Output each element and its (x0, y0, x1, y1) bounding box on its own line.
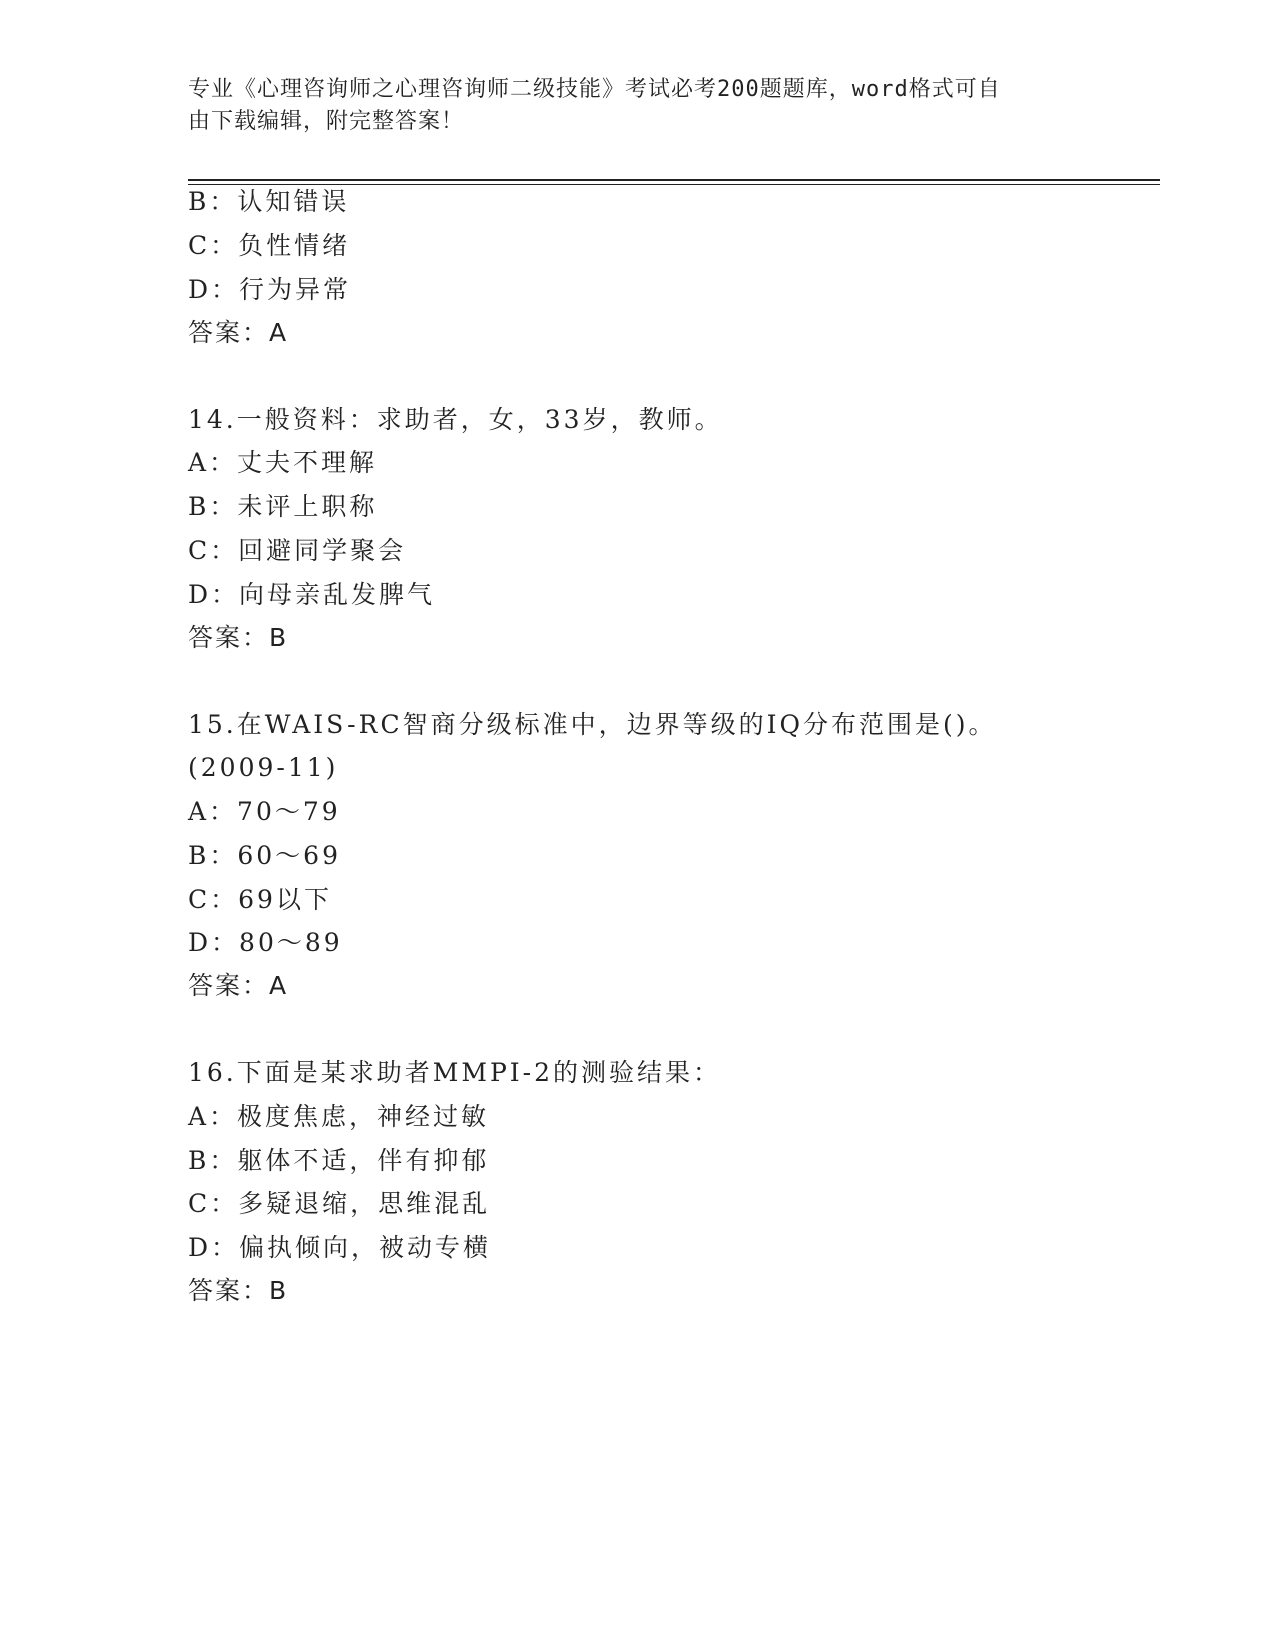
header-line-1: 专业《心理咨询师之心理咨询师二级技能》考试必考200题题库，word格式可自 (188, 77, 1001, 102)
q16-option-d: D：偏执倾向，被动专横 (188, 1233, 492, 1262)
q16-stem: 16.下面是某求助者MMPI-2的测验结果： (188, 1058, 722, 1087)
q15-option-d: D：80～89 (188, 928, 343, 957)
q14-option-a: A：丈夫不理解 (188, 448, 378, 477)
q15-stem: 15.在WAIS-RC智商分级标准中，边界等级的IQ分布范围是()。 (188, 710, 997, 739)
header-note (188, 74, 1088, 138)
header-divider-thick (188, 179, 1160, 181)
q13-option-b: B：认知错误 (188, 187, 350, 216)
q14-stem: 14.一般资料：求助者，女，33岁，教师。 (188, 405, 723, 434)
header-divider-thin (188, 184, 1160, 185)
q15-option-a: A：70～79 (188, 797, 341, 826)
q16-option-a: A：极度焦虑，神经过敏 (188, 1102, 490, 1131)
q13-option-c: C：负性情绪 (188, 231, 351, 260)
q15-stem-continued: (2009-11) (188, 753, 339, 782)
q14-option-d: D：向母亲乱发脾气 (188, 580, 436, 609)
q15-option-b: B：60～69 (188, 841, 341, 870)
q14-option-c: C：回避同学聚会 (188, 536, 407, 565)
q16-option-b: B：躯体不适，伴有抑郁 (188, 1146, 490, 1175)
q15-answer: 答案：A (188, 971, 289, 1000)
header-line-2: 由下载编辑，附完整答案！ (188, 109, 465, 134)
q16-option-c: C：多疑退缩，思维混乱 (188, 1189, 491, 1218)
q15-option-c: C：69以下 (188, 885, 332, 914)
q16-answer: 答案：B (188, 1276, 289, 1305)
q13-answer: 答案：A (188, 318, 289, 347)
q14-option-b: B：未评上职称 (188, 492, 378, 521)
q13-option-d: D：行为异常 (188, 275, 352, 304)
q14-answer: 答案：B (188, 623, 289, 652)
